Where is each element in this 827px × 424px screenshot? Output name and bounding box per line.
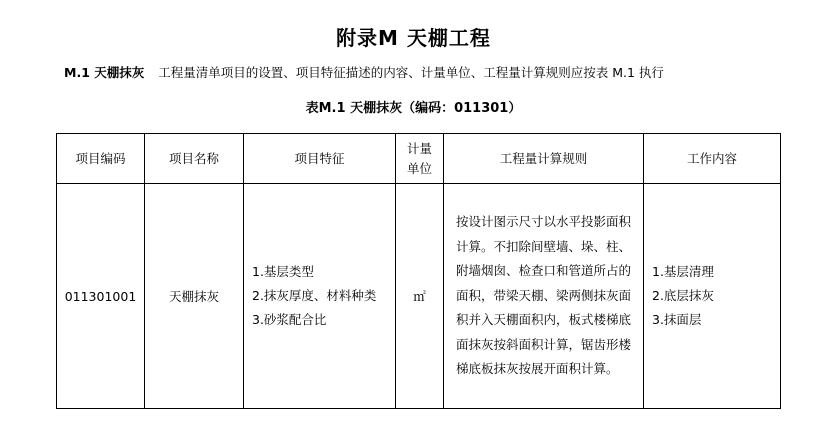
column-header-name: 项目名称 [145,134,244,184]
section-label: M.1 天棚抹灰 [64,65,145,80]
table-header-row [57,134,781,184]
list-item: 3.抹面层 [652,312,702,327]
column-header-code: 项目编码 [57,134,145,184]
feature-list [244,260,395,332]
table-caption: 表M.1 天棚抹灰（编码：011301） [305,101,522,116]
column-header-unit: 计量单位 [396,134,444,184]
section-intro [64,64,804,82]
column-header-rule: 工程量计算规则 [444,134,644,184]
cell-work [644,184,781,409]
section-description: 工程量清单项目的设置、项目特征描述的内容、计量单位、工程量计算规则应按表 M.1 执行 [158,65,664,80]
cell-code: 011301001 [57,184,145,409]
table-row [57,184,781,409]
list-item: 1.基层类型 [252,264,314,279]
list-item: 3.砂浆配合比 [252,312,327,327]
page-title: 附录M 天棚工程 [336,26,491,50]
cell-features [244,184,396,409]
column-header-work: 工作内容 [644,134,781,184]
column-header-features: 项目特征 [244,134,396,184]
cell-unit: ㎡ [396,184,444,409]
list-item: 2.抹灰厚度、材料种类 [252,288,377,303]
list-item: 1.基层清理 [652,264,714,279]
work-list [644,260,780,332]
spec-table [56,133,781,409]
cell-rule: 按设计图示尺寸以水平投影面积计算。不扣除间壁墙、垛、柱、附墙烟囱、检查口和管道所占的面积，带梁天棚、梁两侧抹灰面积并入天棚面积内，板式楼梯底面抹灰按斜面积计算，锯齿形楼梯底板抹灰按展开面积计算。 [444,184,644,409]
list-item: 2.底层抹灰 [652,288,714,303]
cell-name: 天棚抹灰 [145,184,244,409]
